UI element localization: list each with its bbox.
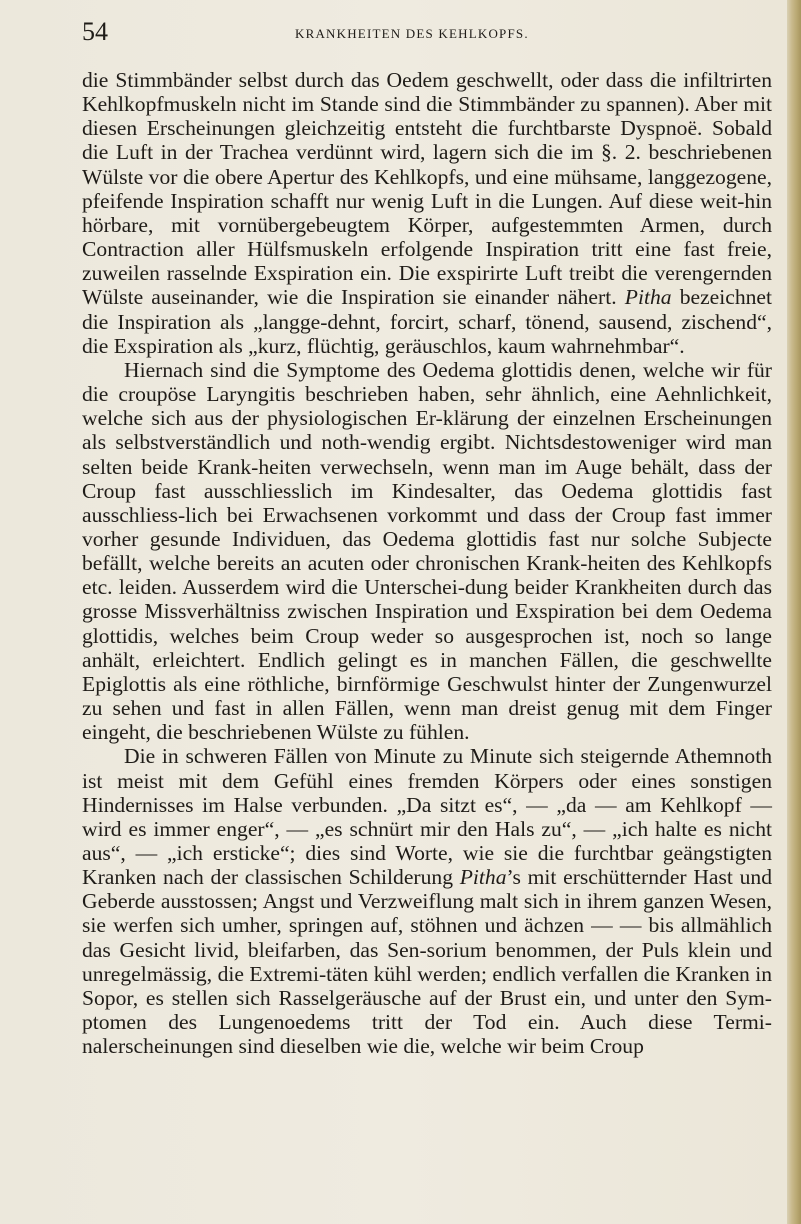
- page-header: [82, 17, 772, 47]
- paragraph: [82, 68, 772, 358]
- paragraph: [82, 744, 772, 1058]
- running-head: KRANKHEITEN DES KEHLKOPFS.: [295, 26, 529, 41]
- page-edge: [787, 0, 801, 1224]
- text-run: die Stimmbänder selbst durch das Oedem geschwellt, oder dass die infiltrirten Kehlkopfmuskeln nicht im Stande sind die Stimmbänder zu spannen). Aber mit diesen Erscheinungen gleichzeitig entsteht die furchtbarste Dyspnoë. Sobald die Luft in der Trachea verdünnt wird, lagern sich die im §. 2. beschriebenen Wülste vor die obere Apertur des Kehlkopfs, und eine mühsame, langgezogene, pfeifende Inspiration schafft nur wenig Luft in die Lungen. Auf diese weit-hin hörbare, mit vornübergebeugtem Körper, aufgestemmten Armen, durch Contraction aller Hülfsmuskeln erfolgende Inspiration tritt eine fast freie, zuweilen rasselnde Exspiration ein. Die exspirirte Luft treibt die verengernden Wülste auseinander, wie die Inspiration sie einander nähert.: [82, 68, 772, 310]
- text-run: Die in schweren Fällen von Minute zu Minute sich steigernde Athemnoth ist meist mit dem Gefühl eines fremden Körpers oder eines sonstigen Hindernisses im Halse verbunden. „Da sitzt es“, — „da — am Kehlkopf — wird es immer enger“, — „es schnürt mir den Hals zu“, — „ich halte es nicht aus“, — „ich ersticke“; dies sind Worte, wie sie die furchtbar geängstigten Kranken nach der classischen Schilderung: [82, 744, 772, 890]
- text-run: Hiernach sind die Symptome des Oedema glottidis denen, welche wir für die croupöse Laryngitis beschrieben haben, sehr ähnlich, eine Aehnlichkeit, welche sich aus der physiologischen Er-klärung der einzelnen Erscheinungen als selbstverständlich und noth-wendig ergibt. Nichtsdestoweniger wird man selten beide Krank-heiten verwechseln, wenn man im Auge behält, dass der Croup fast ausschliesslich im Kindesalter, das Oedema glottidis fast ausschliess-lich bei Erwachsenen vorkommt und dass der Croup fast immer vorher gesunde Individuen, das Oedema glottidis fast nur solche Subjecte befällt, welche bereits an acuten oder chronischen Krank-heiten des Kehlkopfs etc. leiden. Ausserdem wird die Unterschei-dung beider Krankheiten durch das grosse Missverhältniss zwischen Inspiration und Exspiration bei dem Oedema glottidis, welches beim Croup weder so ausgesprochen ist, noch so lange anhält, erleichtert. Endlich gelingt es in manchen Fällen, die geschwellte Epiglottis als eine röthliche, birnförmige Geschwulst hinter der Zungenwurzel zu sehen und fast in allen Fällen, wenn man dreist genug mit dem Finger eingeht, die beschriebenen Wülste zu fühlen.: [82, 357, 772, 745]
- author-name: Pitha: [624, 285, 672, 310]
- text-run: ’s mit erschütternder Hast und Geberde ausstossen; Angst und Verzweiflung malt sich in ihrem ganzen Wesen, sie werfen sich umher, springen auf, stöhnen und ächzen — — bis allmählich das Gesicht livid, bleifarben, das Sen-sorium benommen, der Puls klein und unregelmässig, die Extremi-täten kühl werden; endlich verfallen die Kranken in Sopor, es stellen sich Rasselgeräusche auf der Brust ein, und unter den Sym-ptomen des Lungenoedems tritt der Tod ein. Auch diese Termi-nalerscheinungen sind dieselben wie die, welche wir beim Croup: [82, 865, 772, 1059]
- author-name: Pitha: [459, 865, 507, 890]
- text-run: bezeichnet die Inspiration als „langge-dehnt, forcirt, scharf, tönend, sausend, zischend“, die Exspiration als „kurz, flüchtig, geräuschlos, kaum wahrnehmbar“.: [82, 285, 772, 358]
- paragraph: [82, 358, 772, 745]
- page-number: 54: [82, 17, 108, 46]
- body-text: [82, 68, 772, 1058]
